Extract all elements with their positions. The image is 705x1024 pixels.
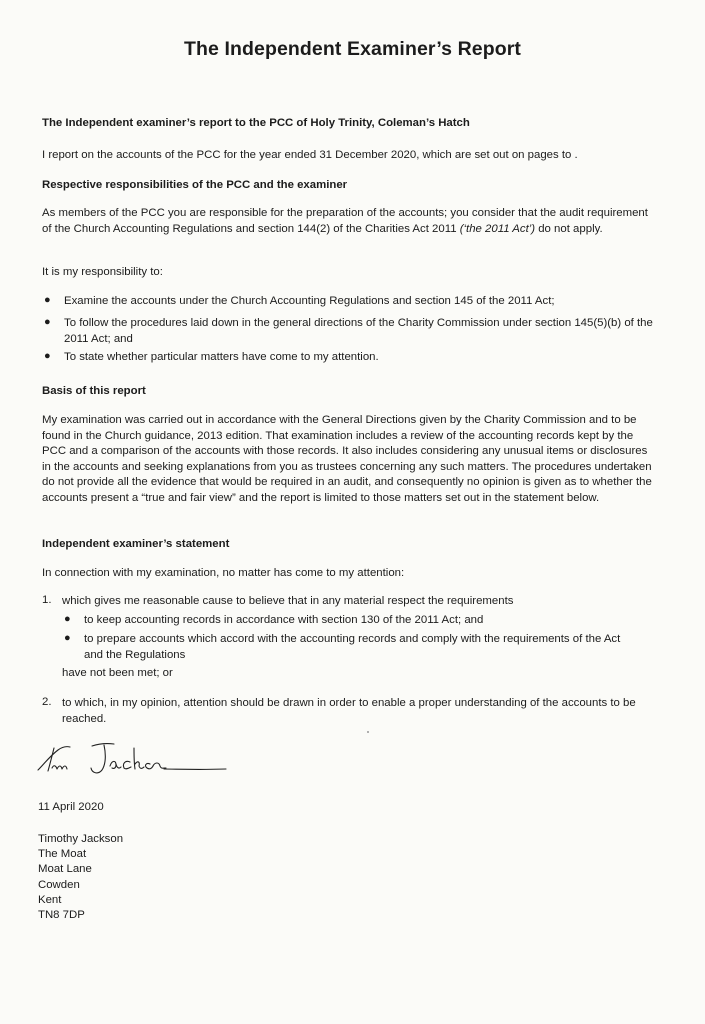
address-line: The Moat [38, 848, 87, 861]
intro-text: I report on the accounts of the PCC for the year ended 31 December 2020, which are set out on pages to . [42, 149, 578, 161]
responsibility-item: Examine the accounts under the Church Accounting Regulations and section 145 of the 2011 Act; [64, 295, 555, 307]
statement-heading: Independent examiner’s statement [42, 538, 230, 550]
responsibility-item: To state whether particular matters have come to my attention. [64, 351, 379, 363]
bullet-icon: ● [44, 316, 51, 328]
examiner-address [38, 832, 123, 923]
report-date: 11 April 2020 [38, 801, 104, 813]
report-heading: The Independent examiner’s report to the PCC of Holy Trinity, Coleman’s Hatch [42, 117, 470, 129]
responsibilities-paragraph [42, 206, 654, 237]
address-line: Cowden [38, 878, 80, 891]
address-line: Timothy Jackson [38, 833, 124, 845]
responsibilities-text: As members of the PCC you are responsible for the preparation of the accounts; you consider that the audit requirement of the Church Accounting Regulations and section 144(2) of the Charities Act 2011 [42, 207, 648, 235]
requirement-item: to keep accounting records in accordance with section 130 of the 2011 Act; and [84, 614, 484, 626]
handwritten-signature [36, 738, 236, 788]
statement-item-2: to which, in my opinion, attention should be drawn in order to enable a proper understanding of the accounts to be reached. [62, 697, 636, 725]
basis-heading: Basis of this report [42, 385, 146, 397]
responsibility-item: To follow the procedures laid down in the general directions of the Charity Commission under section 145(5)(b) of the 2011 Act; and [64, 317, 653, 345]
basis-paragraph: My examination was carried out in accordance with the General Directions given by the Charity Commission and to be found in the Church guidance, 2013 edition. That examination includes a review of the accounting records kept by the PCC and a comparison of the accounts with those records. It also includes considering any unusual items or disclosures in the accounts and seeking explanations from you as trustees concerning any such matters. The procedures undertaken do not provide all the evidence that would be required in an audit, and consequently no opinion is given as to whether the accounts present a “true and fair view” and the report is limited to those matters set out in the statement below. [42, 414, 652, 504]
bullet-icon: ● [44, 350, 51, 362]
address-line: Kent [38, 893, 62, 906]
requirement-item: to prepare accounts which accord with the accounting records and comply with the requirements of the Act and the Regulations [84, 633, 621, 661]
item-number: 1. [42, 594, 52, 606]
statement-item-1: which gives me reasonable cause to believe that in any material respect the requirements [62, 595, 514, 607]
address-line: TN8 7DP [38, 909, 85, 922]
page-title: The Independent Examiner’s Report [183, 38, 522, 60]
statement-item-1-tail: have not been met; or [62, 667, 173, 679]
paper-speck [367, 731, 369, 733]
responsibility-lead: It is my responsibility to: [42, 266, 163, 278]
bullet-icon: ● [44, 294, 51, 306]
item-number: 2. [42, 696, 52, 708]
statement-lead: In connection with my examination, no matter has come to my attention: [42, 567, 405, 579]
responsibilities-heading: Respective responsibilities of the PCC and the examiner [42, 179, 348, 191]
bullet-icon: ● [64, 613, 71, 625]
address-line: Moat Lane [38, 863, 92, 876]
responsibilities-text-end: do not apply. [535, 222, 603, 235]
bullet-icon: ● [64, 632, 71, 644]
act-reference: (‘the 2011 Act’) [459, 222, 536, 235]
